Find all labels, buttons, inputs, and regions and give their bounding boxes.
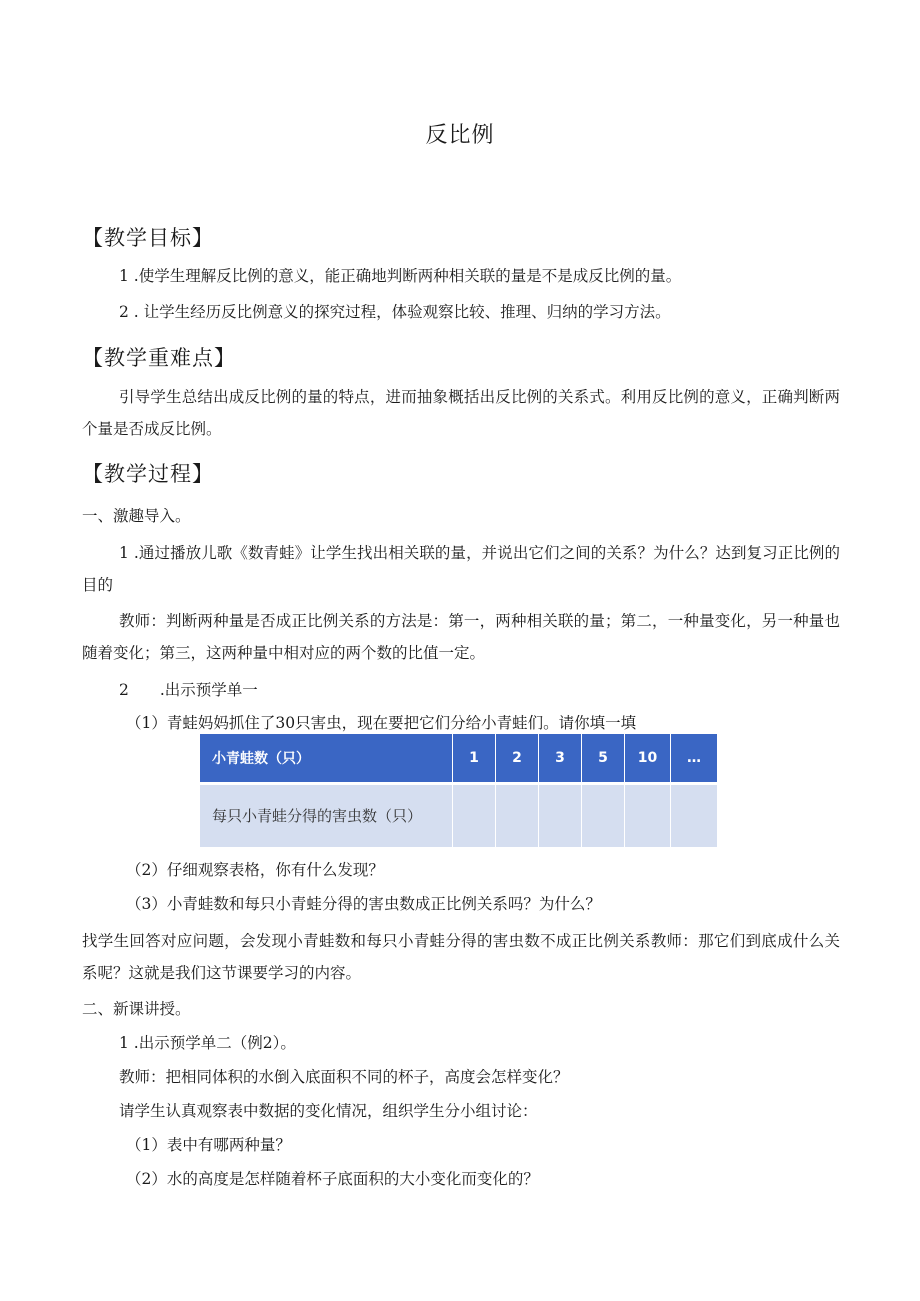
new-lesson-item-5: （2）水的高度是怎样随着杯子底面积的大小变化而变化的？ xyxy=(126,1170,539,1188)
process-item-2: 2 .出示预学单一 xyxy=(119,681,258,699)
new-lesson-item-1: 1 .出示预学单二（例2）。 xyxy=(119,1034,296,1052)
part2-title: 二、新课讲授。 xyxy=(82,1000,191,1018)
key-points-text: 引导学生总结出成反比例的量的特点，进而抽象概括出反比例的关系式。利用反比例的意义，正确判断两个量是否成反比例。 xyxy=(82,388,840,438)
frog-table-header-cell: 1 xyxy=(453,734,496,785)
frog-table-header-cell: 10 xyxy=(625,734,671,785)
frog-table-row xyxy=(200,785,718,847)
frog-table-cell[interactable] xyxy=(671,785,718,847)
frog-table-row-label: 每只小青蛙分得的害虫数（只） xyxy=(200,785,453,847)
document-title: 反比例 xyxy=(425,123,495,148)
key-points-heading: 【教学重难点】 xyxy=(82,346,236,370)
frog-table-header-cell: 5 xyxy=(582,734,625,785)
objective-item-2: 2 . 让学生经历反比例意义的探究过程，体验观察比较、推理、归纳的学习方法。 xyxy=(119,303,671,321)
process-paragraph-1: 1 .通过播放儿歌《数青蛙》让学生找出相关联的量，并说出它们之间的关系？为什么？达到复习正比例的目的 xyxy=(82,544,840,594)
frog-table-cell[interactable] xyxy=(582,785,625,847)
process-paragraph-3: 找学生回答对应问题，会发现小青蛙数和每只小青蛙分得的害虫数不成正比例关系教师：那它们到底成什么关系呢？这就是我们这节课要学习的内容。 xyxy=(82,932,840,982)
frog-table-header-cell: 小青蛙数（只） xyxy=(200,734,453,785)
frog-table-cell[interactable] xyxy=(625,785,671,847)
objective-item-1: 1 .使学生理解反比例的意义，能正确地判断两种相关联的量是不是成反比例的量。 xyxy=(119,267,682,285)
frog-table-header-cell: … xyxy=(671,734,718,785)
frog-table-header-cell: 2 xyxy=(496,734,539,785)
question-2: （2）仔细观察表格，你有什么发现？ xyxy=(126,861,384,879)
frog-table-header-row xyxy=(200,734,718,785)
part1-title: 一、激趣导入。 xyxy=(82,507,191,525)
objectives-heading: 【教学目标】 xyxy=(82,226,214,250)
frog-table-header-cell: 3 xyxy=(539,734,582,785)
question-3: （3）小青蛙数和每只小青蛙分得的害虫数成正比例关系吗？为什么？ xyxy=(126,895,601,913)
frog-table-cell[interactable] xyxy=(539,785,582,847)
process-heading: 【教学过程】 xyxy=(82,462,214,486)
new-lesson-item-2: 教师：把相同体积的水倒入底面积不同的杯子，高度会怎样变化？ xyxy=(119,1068,569,1086)
new-lesson-item-3: 请学生认真观察表中数据的变化情况，组织学生分小组讨论： xyxy=(119,1102,538,1120)
frog-table-cell[interactable] xyxy=(453,785,496,847)
process-paragraph-2: 教师：判断两种量是否成正比例关系的方法是：第一，两种相关联的量；第二，一种量变化，另一种量也随着变化；第三，这两种量中相对应的两个数的比值一定。 xyxy=(82,612,840,662)
new-lesson-item-4: （1）表中有哪两种量？ xyxy=(126,1136,291,1154)
question-1: （1）青蛙妈妈抓住了30只害虫，现在要把它们分给小青蛙们。请你填一填 xyxy=(126,714,637,732)
frog-table xyxy=(200,734,718,846)
frog-table-cell[interactable] xyxy=(496,785,539,847)
